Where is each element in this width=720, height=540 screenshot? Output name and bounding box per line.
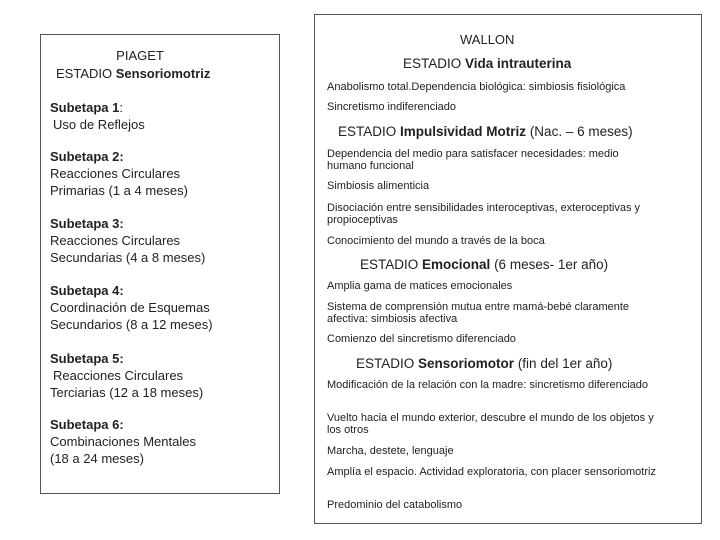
wallon-stage-1-name: Vida intrauterina: [465, 56, 572, 71]
substage-2-heading: Subetapa 2:: [50, 149, 124, 164]
wallon-stage-2-item-1: Dependencia del medio para satisfacer necesidades: medio humano funcional: [327, 148, 619, 172]
wallon-stage-4-item-4: Amplía el espacio. Actividad exploratoria, con placer sensoriomotriz: [327, 466, 656, 478]
substage-4-range: Secundarios (8 a 12 meses): [50, 317, 213, 332]
substage-3-range: Secundarias (4 a 8 meses): [50, 250, 206, 265]
wallon-stage-2-item-2: Simbiosis alimenticia: [327, 180, 430, 192]
piaget-stage-prefix: ESTADIO: [56, 66, 113, 81]
substage-3-desc: Reacciones Circulares: [50, 233, 181, 248]
wallon-stage-1-item-1: Anabolismo total.Dependencia biológica: simbiosis fisiológica: [327, 81, 626, 93]
substage-5-desc: Reacciones Circulares: [53, 368, 184, 383]
wallon-stage-2-title: [338, 124, 633, 140]
substage-4-desc: Coordinación de Esquemas: [50, 300, 210, 315]
substage-1-heading: Subetapa 1: [50, 100, 120, 115]
wallon-stage-3-item-2: Sistema de comprensión mutua entre mamá-bebé claramente afectiva: simbiosis afectiva: [327, 301, 630, 325]
wallon-stage-3-title: [360, 257, 608, 273]
substage-6-range: (18 a 24 meses): [50, 451, 144, 466]
wallon-stage-3-item-1: Amplia gama de matices emocionales: [327, 280, 513, 292]
substage-4-heading: Subetapa 4:: [50, 283, 124, 298]
wallon-stage-2-name: Impulsividad Motriz: [400, 124, 527, 139]
substage-1-desc: Uso de Reflejos: [53, 117, 145, 132]
wallon-stage-4-item-3: Marcha, destete, lenguaje: [327, 445, 454, 457]
substage-5-heading: Subetapa 5:: [50, 351, 124, 366]
substage-6: [50, 416, 196, 467]
wallon-stage-4-item-5: Predominio del catabolismo: [327, 499, 463, 511]
substage-4: [50, 282, 213, 333]
substage-2-desc: Reacciones Circulares: [50, 166, 181, 181]
substage-3-heading: Subetapa 3:: [50, 216, 124, 231]
wallon-stage-4-prefix: ESTADIO: [356, 356, 415, 371]
wallon-stage-1-title: [403, 56, 571, 72]
substage-5-range: Terciarias (12 a 18 meses): [50, 385, 204, 400]
wallon-stage-3-name: Emocional: [422, 257, 491, 272]
piaget-author-text: PIAGET: [116, 48, 164, 63]
wallon-author-text: WALLON: [460, 32, 515, 47]
wallon-stage-1-prefix: ESTADIO: [403, 56, 462, 71]
wallon-stage-4-title: [356, 356, 612, 372]
piaget-stage-name: Sensoriomotriz: [115, 66, 211, 81]
substage-6-heading: Subetapa 6:: [50, 417, 124, 432]
wallon-stage-4-name: Sensoriomotor: [418, 356, 515, 371]
substage-3: [50, 215, 205, 266]
wallon-stage-1-item-2: Sincretismo indiferenciado: [327, 101, 457, 113]
substage-2-range: Primarias (1 a 4 meses): [50, 183, 188, 198]
wallon-stage-3-range: (6 meses- 1er año): [494, 257, 609, 272]
wallon-stage-3-prefix: ESTADIO: [360, 257, 419, 272]
wallon-stage-2-item-3: Disociación entre sensibilidades interoceptivas, exteroceptivas y propioceptivas: [327, 202, 641, 226]
wallon-stage-3-item-3: Comienzo del sincretismo diferenciado: [327, 333, 516, 345]
wallon-stage-4-range: (fin del 1er año): [517, 356, 613, 371]
wallon-author: [460, 32, 514, 48]
substage-6-desc: Combinaciones Mentales: [50, 434, 196, 449]
wallon-stage-2-item-4: Conocimiento del mundo a través de la boca: [327, 235, 545, 247]
piaget-stage-title: [56, 65, 210, 82]
piaget-author: [40, 47, 240, 64]
wallon-stage-2-range: (Nac. – 6 meses): [529, 124, 633, 139]
wallon-stage-2-prefix: ESTADIO: [338, 124, 397, 139]
substage-5: [50, 350, 203, 401]
substage-1-colon: :: [119, 100, 123, 115]
wallon-stage-4-item-2: Vuelto hacia el mundo exterior, descubre el mundo de los objetos y los otros: [327, 412, 654, 436]
substage-2: [50, 148, 188, 199]
substage-1: [50, 99, 145, 133]
wallon-stage-4-item-1: Modificación de la relación con la madre: sincretismo diferenciado: [327, 379, 648, 391]
